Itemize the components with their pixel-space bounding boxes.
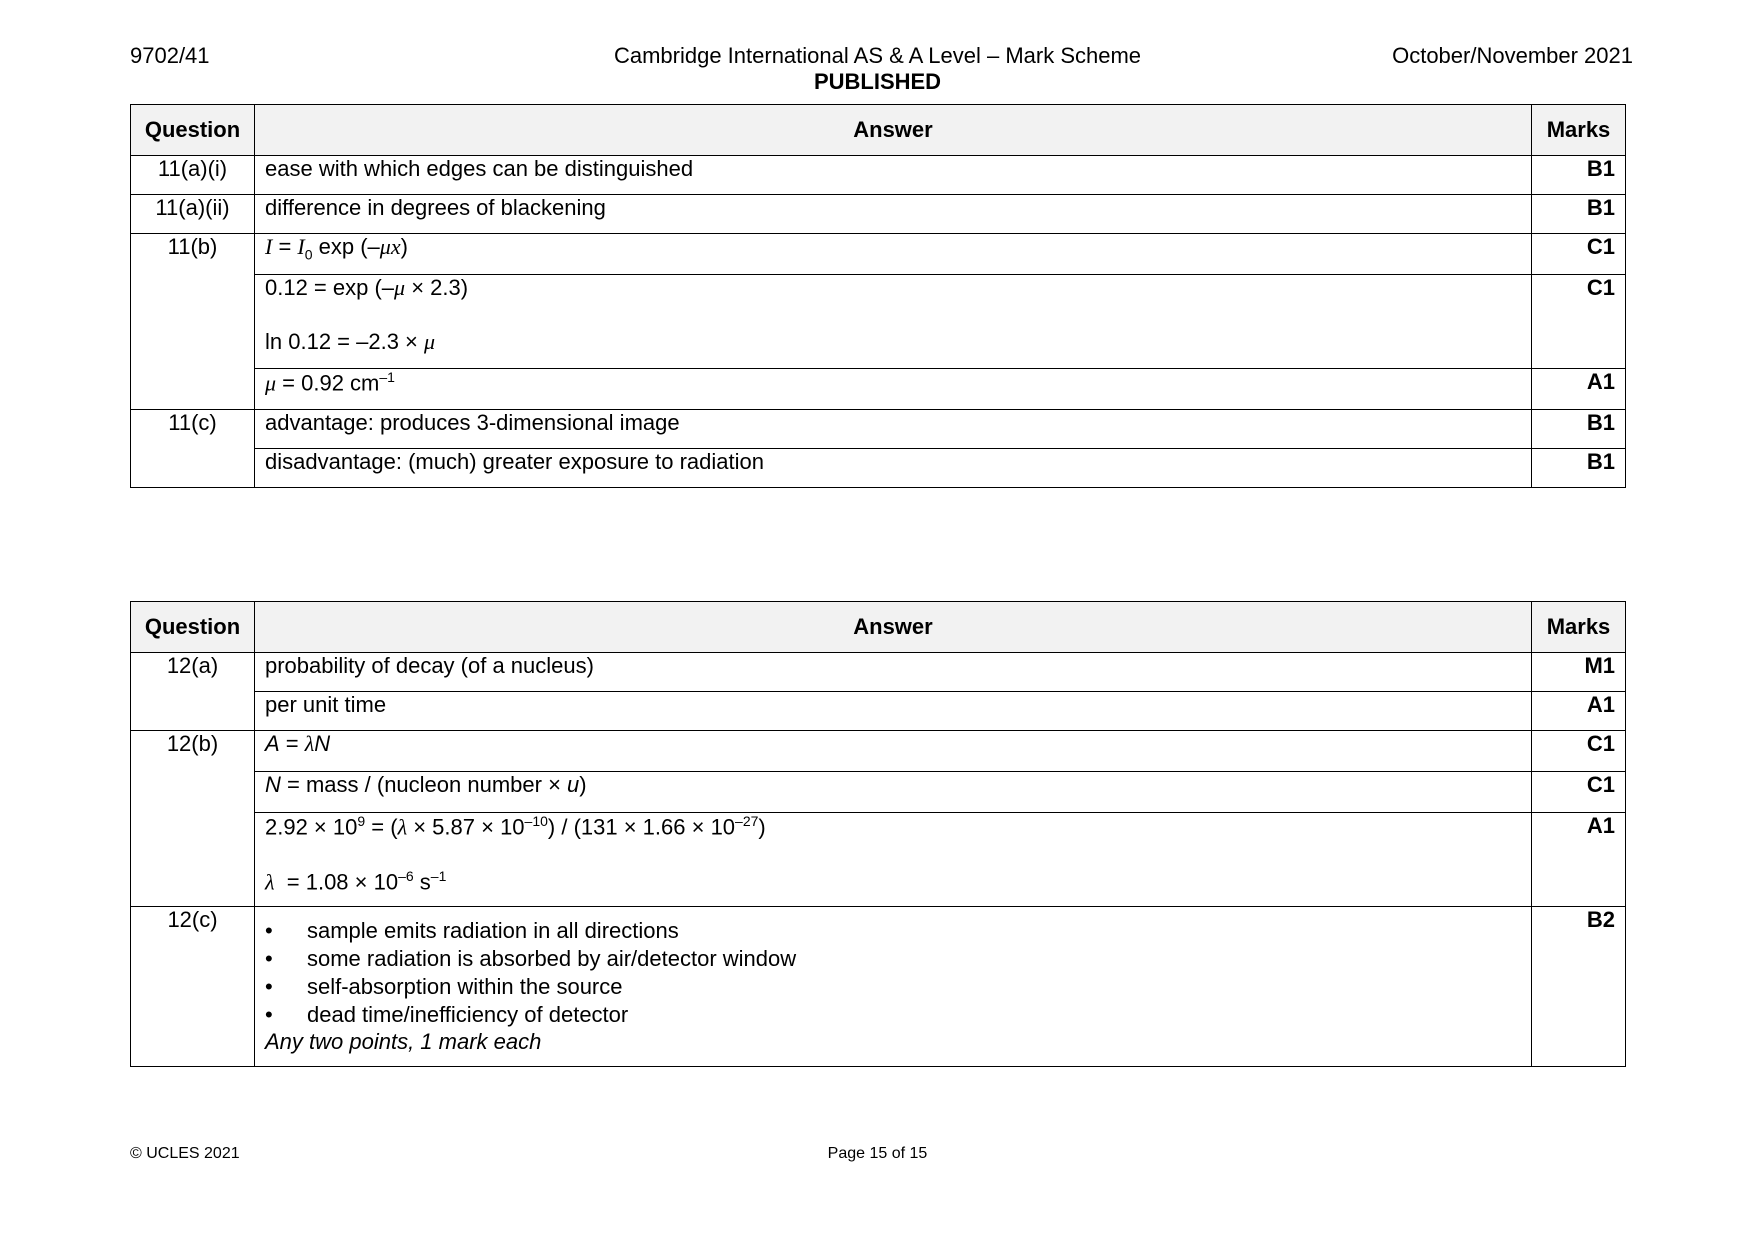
question-number: 12(a) bbox=[131, 653, 255, 731]
mark-scheme-table-q12 bbox=[130, 601, 1626, 1067]
mark-code: M1 bbox=[1532, 653, 1626, 692]
column-header-question: Question bbox=[131, 105, 255, 156]
mark-code: C1 bbox=[1532, 772, 1626, 813]
table-row bbox=[131, 410, 1626, 449]
list-item: • dead time/inefficiency of detector bbox=[265, 1001, 1521, 1029]
question-number: 11(c) bbox=[131, 410, 255, 488]
mark-code: A1 bbox=[1532, 813, 1626, 907]
list-item: • some radiation is absorbed by air/detector window bbox=[265, 945, 1521, 973]
exam-session: October/November 2021 bbox=[1392, 43, 1633, 68]
mark-code: B1 bbox=[1532, 156, 1626, 195]
mark-code: A1 bbox=[1532, 369, 1626, 410]
mark-code: B1 bbox=[1532, 449, 1626, 488]
mark-code: C1 bbox=[1532, 731, 1626, 772]
mark-code: B2 bbox=[1532, 907, 1626, 1067]
answer-formula: 0.12 = exp (–μ × 2.3) ln 0.12 = –2.3 × μ bbox=[255, 275, 1532, 369]
list-item: • sample emits radiation in all directions bbox=[265, 917, 1521, 945]
question-number: 11(a)(i) bbox=[131, 156, 255, 195]
answer-text: per unit time bbox=[255, 692, 1532, 731]
published-label: PUBLISHED bbox=[813, 69, 942, 94]
mark-code: A1 bbox=[1532, 692, 1626, 731]
table-row bbox=[131, 731, 1626, 772]
question-number: 11(b) bbox=[131, 234, 255, 410]
table-row bbox=[131, 369, 1626, 410]
table-row bbox=[131, 653, 1626, 692]
column-header-answer: Answer bbox=[255, 105, 1532, 156]
copyright: © UCLES 2021 bbox=[130, 1145, 240, 1162]
table-row bbox=[131, 234, 1626, 275]
table-row bbox=[131, 449, 1626, 488]
answer-formula: A = λN bbox=[255, 731, 1532, 772]
list-item: • self-absorption within the source bbox=[265, 973, 1521, 1001]
answer-formula: $2.92 \times 10^9 = (\lambda \times 5.87 \times 10^{-10}) / (131 \times 1.66 \times 10^{-27})$ $\lambda = 1.08 \times 10^{-6}$ $s^{-1}$ bbox=[255, 813, 1532, 907]
mark-code: C1 bbox=[1532, 234, 1626, 275]
table-row bbox=[131, 907, 1626, 1067]
answer-formula: μ = 0.92 $cm^{-1}$ bbox=[255, 369, 1532, 410]
answer-text: difference in degrees of blackening bbox=[255, 195, 1532, 234]
paper-code: 9702/41 bbox=[130, 43, 210, 68]
answer-bullet-list bbox=[265, 917, 1521, 1029]
table-row bbox=[131, 195, 1626, 234]
answer-text: ease with which edges can be distinguished bbox=[255, 156, 1532, 195]
page-number: Page 15 of 15 bbox=[827, 1145, 928, 1162]
marking-note: Any two points, 1 mark each bbox=[265, 1029, 542, 1054]
answer-formula: N = mass / (nucleon number × u) bbox=[255, 772, 1532, 813]
column-header-question: Question bbox=[131, 602, 255, 653]
table-row bbox=[131, 692, 1626, 731]
answer-text: advantage: produces 3-dimensional image bbox=[255, 410, 1532, 449]
column-header-marks: Marks bbox=[1532, 105, 1626, 156]
document-title: Cambridge International AS & A Level – Mark Scheme bbox=[613, 43, 1142, 68]
answer-text: disadvantage: (much) greater exposure to radiation bbox=[255, 449, 1532, 488]
mark-code: B1 bbox=[1532, 195, 1626, 234]
table-row bbox=[131, 156, 1626, 195]
mark-code: B1 bbox=[1532, 410, 1626, 449]
question-number: 12(b) bbox=[131, 731, 255, 907]
question-number: 12(c) bbox=[131, 907, 255, 1067]
mark-code: C1 bbox=[1532, 275, 1626, 369]
column-header-answer: Answer bbox=[255, 602, 1532, 653]
answer-bullet-list-cell bbox=[255, 907, 1532, 1067]
mark-scheme-table-q11 bbox=[130, 104, 1626, 488]
question-number: 11(a)(ii) bbox=[131, 195, 255, 234]
column-header-marks: Marks bbox=[1532, 602, 1626, 653]
table-row bbox=[131, 813, 1626, 907]
answer-formula: $I = I_0$ exp (–μx) bbox=[255, 234, 1532, 275]
answer-text: probability of decay (of a nucleus) bbox=[255, 653, 1532, 692]
table-row bbox=[131, 772, 1626, 813]
table-row bbox=[131, 275, 1626, 369]
